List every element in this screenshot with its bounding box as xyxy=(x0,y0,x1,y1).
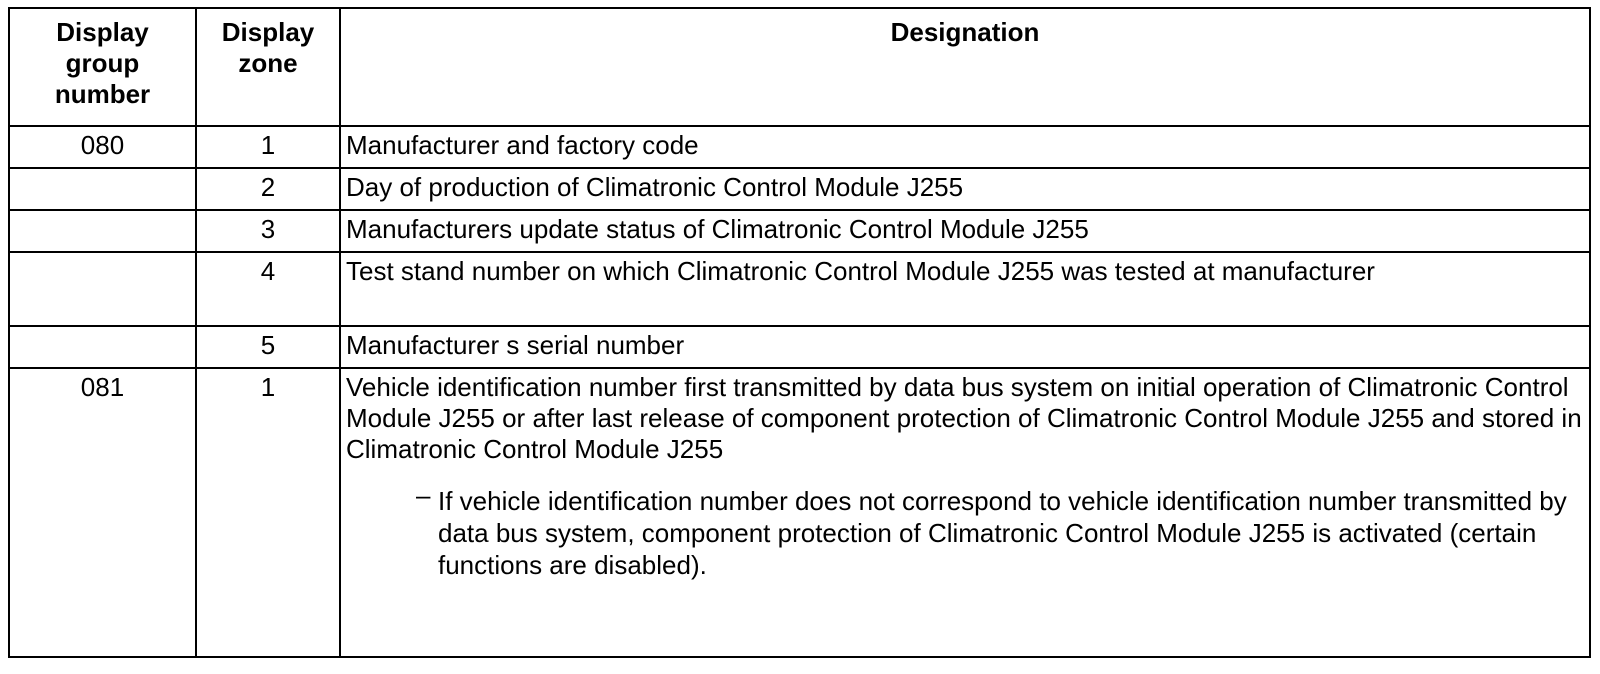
group-number-cell: 081 xyxy=(9,368,196,657)
zone-cell: 1 xyxy=(196,126,340,168)
group-number-cell xyxy=(9,168,196,210)
table-row xyxy=(9,252,1590,326)
group-number-cell xyxy=(9,326,196,368)
header-text: group xyxy=(65,48,140,78)
designation-cell: Manufacturer and factory code xyxy=(340,126,1590,168)
header-text: zone xyxy=(238,48,298,78)
table-row xyxy=(9,368,1590,657)
table-row xyxy=(9,326,1590,368)
table-row xyxy=(9,168,1590,210)
header-designation xyxy=(340,8,1590,126)
designation-cell: Day of production of Climatronic Control Module J255 xyxy=(340,168,1590,210)
header-display-group-number xyxy=(9,8,196,126)
header-display-zone xyxy=(196,8,340,126)
group-number-cell xyxy=(9,210,196,252)
designation-cell: Manufacturer s serial number xyxy=(340,326,1590,368)
header-text: Designation xyxy=(890,17,1040,47)
dash-bullet-icon: – xyxy=(416,480,431,510)
table-row xyxy=(9,210,1590,252)
table-row xyxy=(9,126,1590,168)
header-text: number xyxy=(54,79,151,109)
group-number-cell: 080 xyxy=(9,126,196,168)
zone-cell: 1 xyxy=(196,368,340,657)
designation-text: Vehicle identification number first transmitted by data bus system on initial operation of Climatronic Control Module J255 or after last release of component protection of Climatronic Control Module J255 and stored in Climatronic Control Module J255 xyxy=(346,372,1582,464)
display-group-table xyxy=(8,7,1591,658)
designation-cell: Manufacturers update status of Climatronic Control Module J255 xyxy=(340,210,1590,252)
note-bullet-item xyxy=(416,480,1583,581)
zone-cell: 5 xyxy=(196,326,340,368)
zone-cell: 4 xyxy=(196,252,340,326)
header-text: Display xyxy=(221,17,315,47)
designation-cell: Test stand number on which Climatronic Control Module J255 was tested at manufacturer xyxy=(340,252,1590,326)
table-header-row xyxy=(9,8,1590,126)
header-text: Display xyxy=(56,17,149,47)
designation-cell xyxy=(340,368,1590,657)
note-text: If vehicle identification number does not correspond to vehicle identification number transmitted by data bus system, component protection of Climatronic Control Module J255 is activated (certain functions are disabled). xyxy=(438,486,1567,580)
zone-cell: 3 xyxy=(196,210,340,252)
zone-cell: 2 xyxy=(196,168,340,210)
group-number-cell xyxy=(9,252,196,326)
